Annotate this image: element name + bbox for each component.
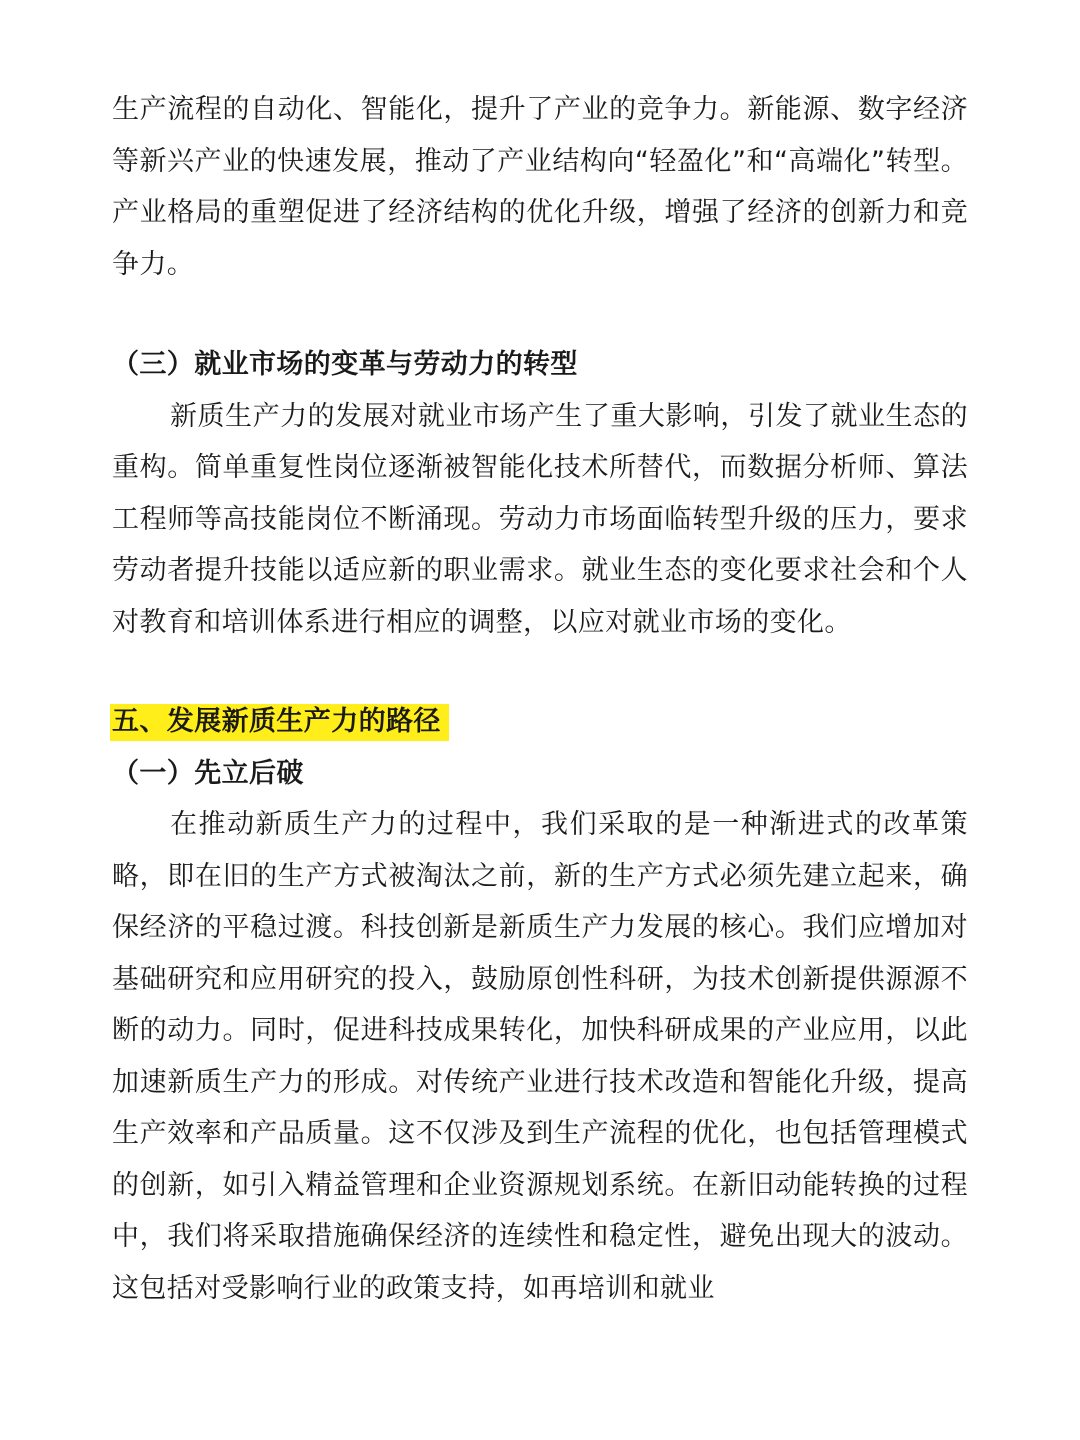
subheading-employment-market: （三）就业市场的变革与劳动力的转型 (112, 349, 578, 380)
paragraph-build-before-break: 在推动新质生产力的过程中，我们采取的是一种渐进式的改革策略，即在旧的生产方式被淘汰之前，新的生产方式必须先建立起来，确保经济的平稳过渡。科技创新是新质生产力发展的核心。我们应增加对基础研究和应用研究的投入，鼓励原创性科研，为技术创新提供源源不断的动力。同时，促进科技成果转化，加快科研成果的产业应用，以此加速新质生产力的形成。对传统产业进行技术改造和智能化升级，提高生产效率和产品质量。这不仅涉及到生产流程的优化，也包括管理模式的创新，如引入精益管理和企业资源规划系统。在新旧动能转换的过程中，我们将采取措施确保经济的连续性和稳定性，避免出现大的波动。这包括对受影响行业的政策支持，如再培训和就业 (112, 809, 968, 1304)
subheading-build-before-break: （一）先立后破 (112, 757, 304, 789)
document-page (112, 84, 968, 1314)
spacer (112, 290, 968, 339)
spacer (112, 648, 968, 696)
paragraph-industry-upgrade: 生产流程的自动化、智能化，提升了产业的竞争力。新能源、数字经济等新兴产业的快速发展，推动了产业结构向“轻盈化”和“高端化”转型。产业格局的重塑促进了经济结构的优化升级，增强了经济的创新力和竞争力。 (112, 94, 968, 280)
paragraph-employment-market: 新质生产力的发展对就业市场产生了重大影响，引发了就业生态的重构。简单重复性岗位逐渐被智能化技术所替代，而数据分析师、算法工程师等高技能岗位不断涌现。劳动力市场面临转型升级的压力，要求劳动者提升技能以适应新的职业需求。就业生态的变化要求社会和个人对教育和培训体系进行相应的调整，以应对就业市场的变化。 (112, 400, 968, 638)
section-heading-highlight: 五、发展新质生产力的路径 (110, 704, 449, 741)
section-heading (112, 696, 968, 748)
